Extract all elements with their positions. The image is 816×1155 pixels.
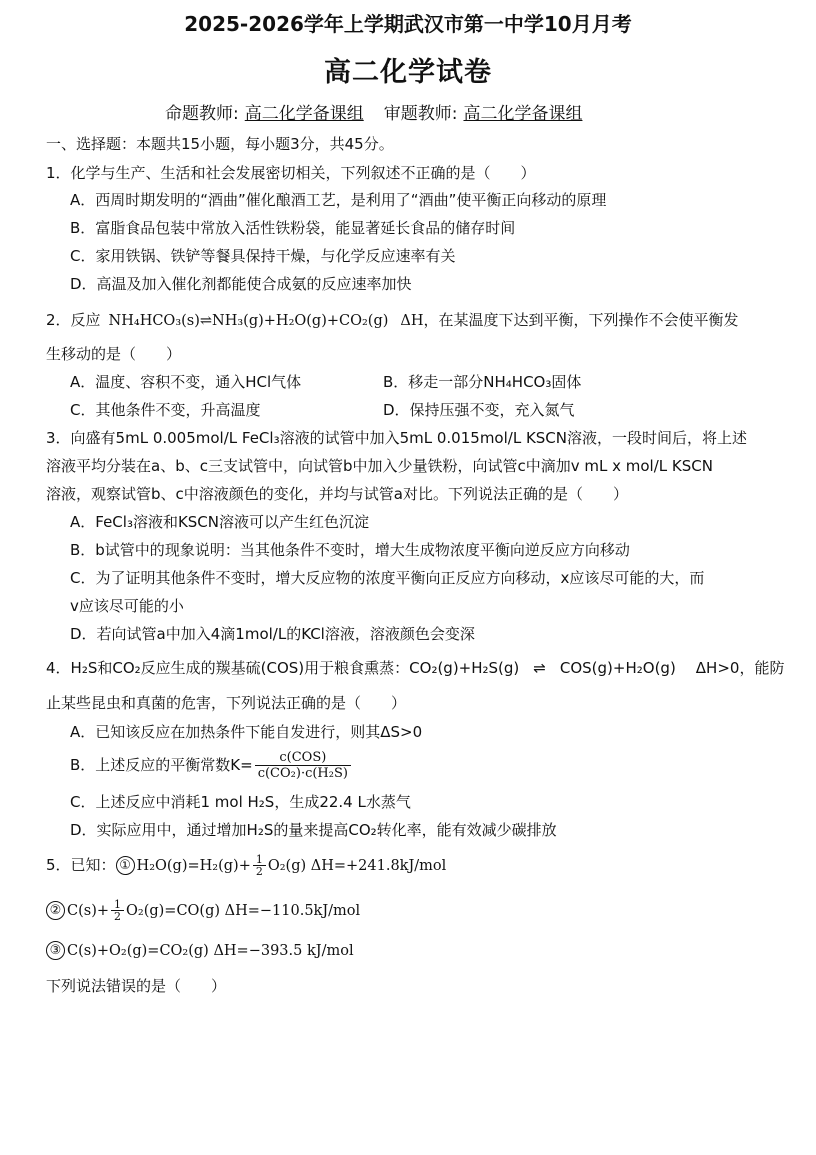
q5-prefix: 5．已知： [46,856,116,874]
q5-r2-right: O₂(g)=CO(g) ΔH=−110.5kJ/mol [126,903,361,919]
q3-option-c-1: C．为了证明其他条件不变时，增大反应物的浓度平衡向正反应方向移动，x应该尽可能的大，而 [70,569,705,587]
q4-stem-1a: 4．H₂S和CO₂反应生成的羰基硫(COS)用于粮食熏蒸：CO₂(g)+H₂S(g) [46,659,520,677]
q4-option-d: D．实际应用中，通过增加H₂S的量来提高CO₂转化率，能有效减少碳排放 [70,821,557,839]
q5-r2-half [111,899,124,922]
q5-r1-half-den: 2 [255,865,263,878]
setter-name: 高二化学备课组 [244,104,364,124]
q5-reaction-1 [46,848,446,883]
q3-option-c-2: v应该尽可能的小 [70,597,184,615]
q1-option-a: A．西周时期发明的“酒曲”催化酿酒工艺，是利用了“酒曲”使平衡正向移动的原理 [70,191,607,209]
section-heading: 一、选择题：本题共15小题，每小题3分，共45分。 [46,135,394,153]
reaction-number-3: ③ [46,941,65,960]
q2-option-b: B．移走一部分NH₄HCO₃固体 [383,373,582,391]
reaction-number-1: ① [116,856,135,875]
q4-equilibrium-arrow: ⇌ [533,659,546,677]
teacher-line [165,99,588,124]
q3-option-a: A．FeCl₃溶液和KSCN溶液可以产生红色沉淀 [70,513,370,531]
q1-option-c: C．家用铁锅、铁铲等餐具保持干燥，与化学反应速率有关 [70,247,456,265]
q3-stem-2: 溶液平均分装在a、b、c三支试管中，向试管b中加入少量铁粉，向试管c中滴加v mL x mol/L KSCN [46,457,713,475]
q4-option-c: C．上述反应中消耗1 mol H₂S，生成22.4 L水蒸气 [70,793,411,811]
q2-option-d: D．保持压强不变，充入氮气 [383,401,575,419]
q4-option-b-text: B．上述反应的平衡常数K= [70,756,253,774]
q4-stem-1 [46,658,784,678]
q4-k-numerator: c(COS) [255,750,351,766]
q4-stem-2: 止某些昆虫和真菌的危害，下列说法正确的是（ ） [46,694,407,712]
q2-delta-h: ΔH [400,313,424,329]
reviewer-name: 高二化学备课组 [463,104,583,124]
q2-prefix: 2．反应 [46,311,101,329]
q1-stem: 1．化学与生产、生活和社会发展密切相关，下列叙述不正确的是（ ） [46,164,536,182]
q5-r2-half-den: 2 [114,910,121,923]
q4-stem-1c: ΔH>0，能防 [695,659,785,677]
q3-option-d: D．若向试管a中加入4滴1mol/L的KCl溶液，溶液颜色会变深 [70,625,475,643]
q5-r2-left: C(s)+ [67,903,109,919]
q1-option-d: D．高温及加入催化剂都能使合成氨的反应速率加快 [70,275,412,293]
setter-label: 命题教师: [165,104,239,124]
q2-option-a: A．温度、容积不变，通入HCl气体 [70,373,302,391]
q5-r1-half [253,854,266,877]
q5-r2-half-num: 1 [111,899,124,911]
q5-r1-left: H₂O(g)=H₂(g)+ [136,858,251,874]
q4-k-denominator: c(CO₂)·c(H₂S) [257,766,348,781]
q5-r3: C(s)+O₂(g)=CO₂(g) ΔH=−393.5 kJ/mol [67,943,354,959]
reaction-number-2: ② [46,901,65,920]
q2-stem-cont: 生移动的是（ ） [46,345,182,363]
q3-option-b: B．b试管中的现象说明：当其他条件不变时，增大生成物浓度平衡向逆反应方向移动 [70,541,630,559]
q4-option-b [70,748,353,782]
exam-subject: 高二化学试卷 [324,57,492,88]
q5-reaction-3 [46,940,354,961]
q4-option-a: A．已知该反应在加热条件下能自发进行，则其ΔS>0 [70,723,423,741]
q4-stem-1b: COS(g)+H₂O(g) [559,659,676,677]
q3-stem-3: 溶液，观察试管b、c中溶液颜色的变化，并均与试管a对比。下列说法正确的是（ ） [46,485,628,503]
q5-r1-half-num: 1 [253,854,266,866]
q2-suffix: ，在某温度下达到平衡，下列操作不会使平衡发 [423,311,739,329]
q5-question: 下列说法错误的是（ ） [46,977,227,995]
q2-option-c: C．其他条件不变，升高温度 [70,401,261,419]
q5-r1-right: O₂(g) ΔH=+241.8kJ/mol [267,858,447,874]
reviewer-label: 审题教师: [383,104,458,124]
q3-stem-1: 3．向盛有5mL 0.005mol/L FeCl₃溶液的试管中加入5mL 0.015mol/L KSCN溶液，一段时间后，将上述 [46,429,748,447]
q1-option-b: B．富脂食品包装中常放入活性铁粉袋，能显著延长食品的储存时间 [70,219,516,237]
q2-stem [46,310,739,331]
q4-k-fraction [255,750,351,781]
q2-equation: NH₄HCO₃(s)⇌NH₃(g)+H₂O(g)+CO₂(g) [108,313,389,329]
exam-title: 2025-2026学年上学期武汉市第一中学10月月考 [184,12,632,36]
q5-reaction-2 [46,893,360,928]
